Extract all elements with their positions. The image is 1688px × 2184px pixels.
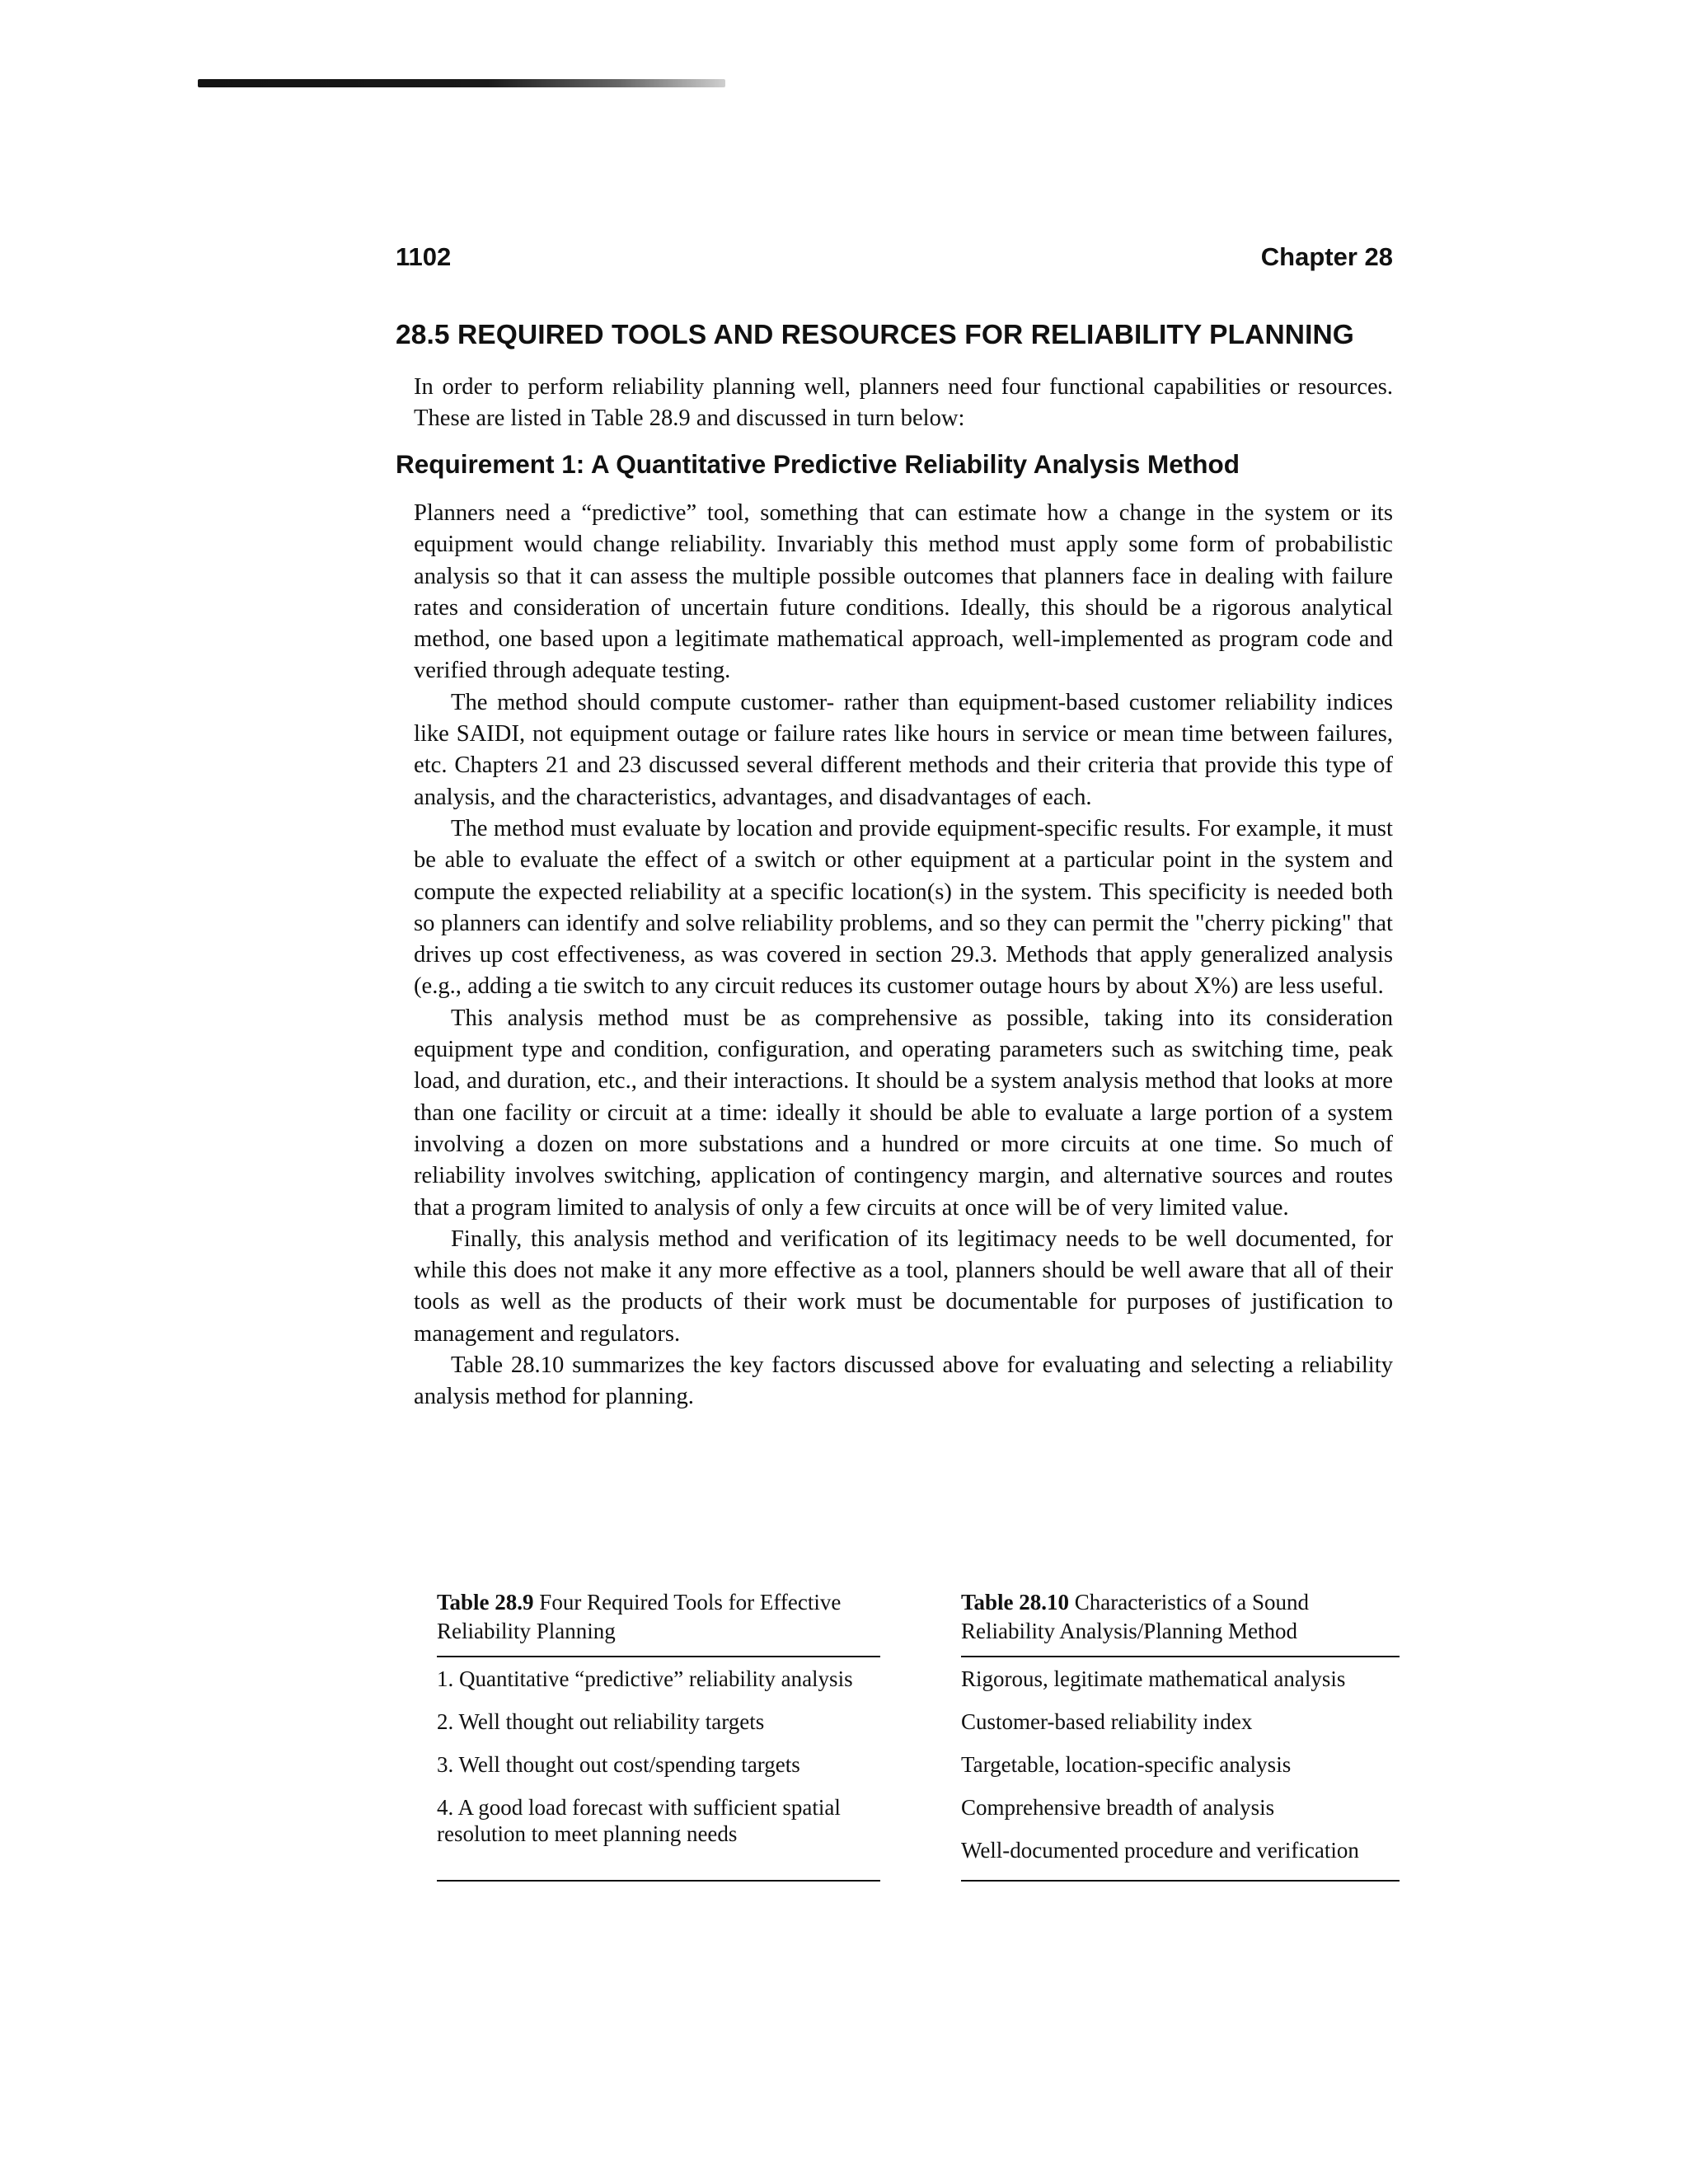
- requirement-heading: Requirement 1: A Quantitative Predictive Reliability Analysis Method: [396, 449, 1240, 479]
- table-label: Table 28.9: [437, 1590, 534, 1615]
- body-paragraph: This analysis method must be as comprehensive as possible, taking into its consideration equipment type and condition, configuration, and operating parameters such as switching time, peak load, and duration, etc., and their interactions. It should be a system analysis method that looks at more than one facility or circuit at a time: ideally it should be able to evaluate a large portion of a system involving a dozen on more substations and a hundred or more circuits at one time. So much of reliability involves switching, application of contingency margin, and alternative sources and routes that a program limited to analysis of only a few circuits at once will be of very limited value.: [414, 1005, 1393, 1221]
- body-paragraph: The method must evaluate by location and provide equipment-specific results. For example, it must be able to evaluate the effect of a switch or other equipment at a particular point in the system and compute the expected reliability at a specific location(s) in the system. This specificity is needed both so planners can identify and solve reliability problems, and so they can permit the "cherry picking" that drives up cost effectiveness, as was covered in section 29.3. Methods that apply generalized analysis (e.g., adding a tie switch to any circuit reduces its customer outage hours by about X%) are less useful.: [414, 815, 1393, 1000]
- table-28-9: [437, 1588, 880, 1863]
- table-row: 4. A good load forecast with sufficient spatial resolution to meet planning needs: [437, 1795, 841, 1846]
- table-row: Well-documented procedure and verification: [961, 1838, 1359, 1863]
- table-caption: [961, 1588, 1400, 1657]
- body-paragraph: Planners need a “predictive” tool, something that can estimate how a change in the system or its equipment would change reliability. Invariably this method must apply some form of probabilistic analysis so that it can assess the multiple possible outcomes that planners face in dealing with failure rates and consideration of uncertain future conditions. Ideally, this should be a rigorous analytical method, one based upon a legitimate mathematical approach, well-implemented as program code and verified through adequate testing.: [414, 500, 1393, 684]
- section-heading: 28.5 REQUIRED TOOLS AND RESOURCES FOR RELIABILITY PLANNING: [396, 320, 1354, 350]
- requirement-body: [414, 498, 1393, 1413]
- table-row: 2. Well thought out reliability targets: [437, 1709, 765, 1734]
- table-28-10: [961, 1588, 1400, 1880]
- intro-paragraph: In order to perform reliability planning well, planners need four functional capabilities or resources. These are listed in Table 28.9 and discussed in turn below:: [414, 374, 1393, 432]
- table-row: Customer-based reliability index: [961, 1709, 1253, 1734]
- table-caption: [437, 1588, 880, 1657]
- table-label: Table 28.10: [961, 1590, 1070, 1615]
- table-row: Rigorous, legitimate mathematical analysis: [961, 1666, 1346, 1691]
- table-row: Comprehensive breadth of analysis: [961, 1795, 1275, 1820]
- body-paragraph: The method should compute customer- rather than equipment-based customer reliability indices like SAIDI, not equipment outage or failure rates like hours in service or mean time between failures, etc. Chapters 21 and 23 discussed several different methods and their criteria that provide this type of analysis, and the characteristics, advantages, and disadvantages of each.: [414, 689, 1393, 810]
- body-paragraph: Table 28.10 summarizes the key factors discussed above for evaluating and selecting a reliability analysis method for planning.: [414, 1352, 1393, 1410]
- table-rows: [437, 1666, 880, 1847]
- table-title: Characteristics of a Sound Reliability Analysis/Planning Method: [961, 1590, 1309, 1643]
- page-number: 1102: [396, 242, 452, 271]
- table-bottom-rule: [961, 1880, 1400, 1882]
- running-head: [396, 242, 1393, 275]
- table-row: 3. Well thought out cost/spending targets: [437, 1752, 800, 1777]
- table-rows: [961, 1666, 1400, 1863]
- section-intro: [414, 372, 1393, 435]
- table-row: Targetable, location-specific analysis: [961, 1752, 1292, 1777]
- body-paragraph: Finally, this analysis method and verification of its legitimacy needs to be well documented, for while this does not make it any more effective as a tool, planners should be well aware that all of their tools as well as the products of their work must be documentable for purposes of justification to management and regulators.: [414, 1226, 1393, 1347]
- table-title: Four Required Tools for Effective Reliability Planning: [437, 1590, 842, 1643]
- table-row: 1. Quantitative “predictive” reliability analysis: [437, 1666, 853, 1691]
- chapter-label: Chapter 28: [1260, 242, 1393, 271]
- table-bottom-rule: [437, 1880, 880, 1882]
- scan-artifact-bar: [198, 79, 725, 87]
